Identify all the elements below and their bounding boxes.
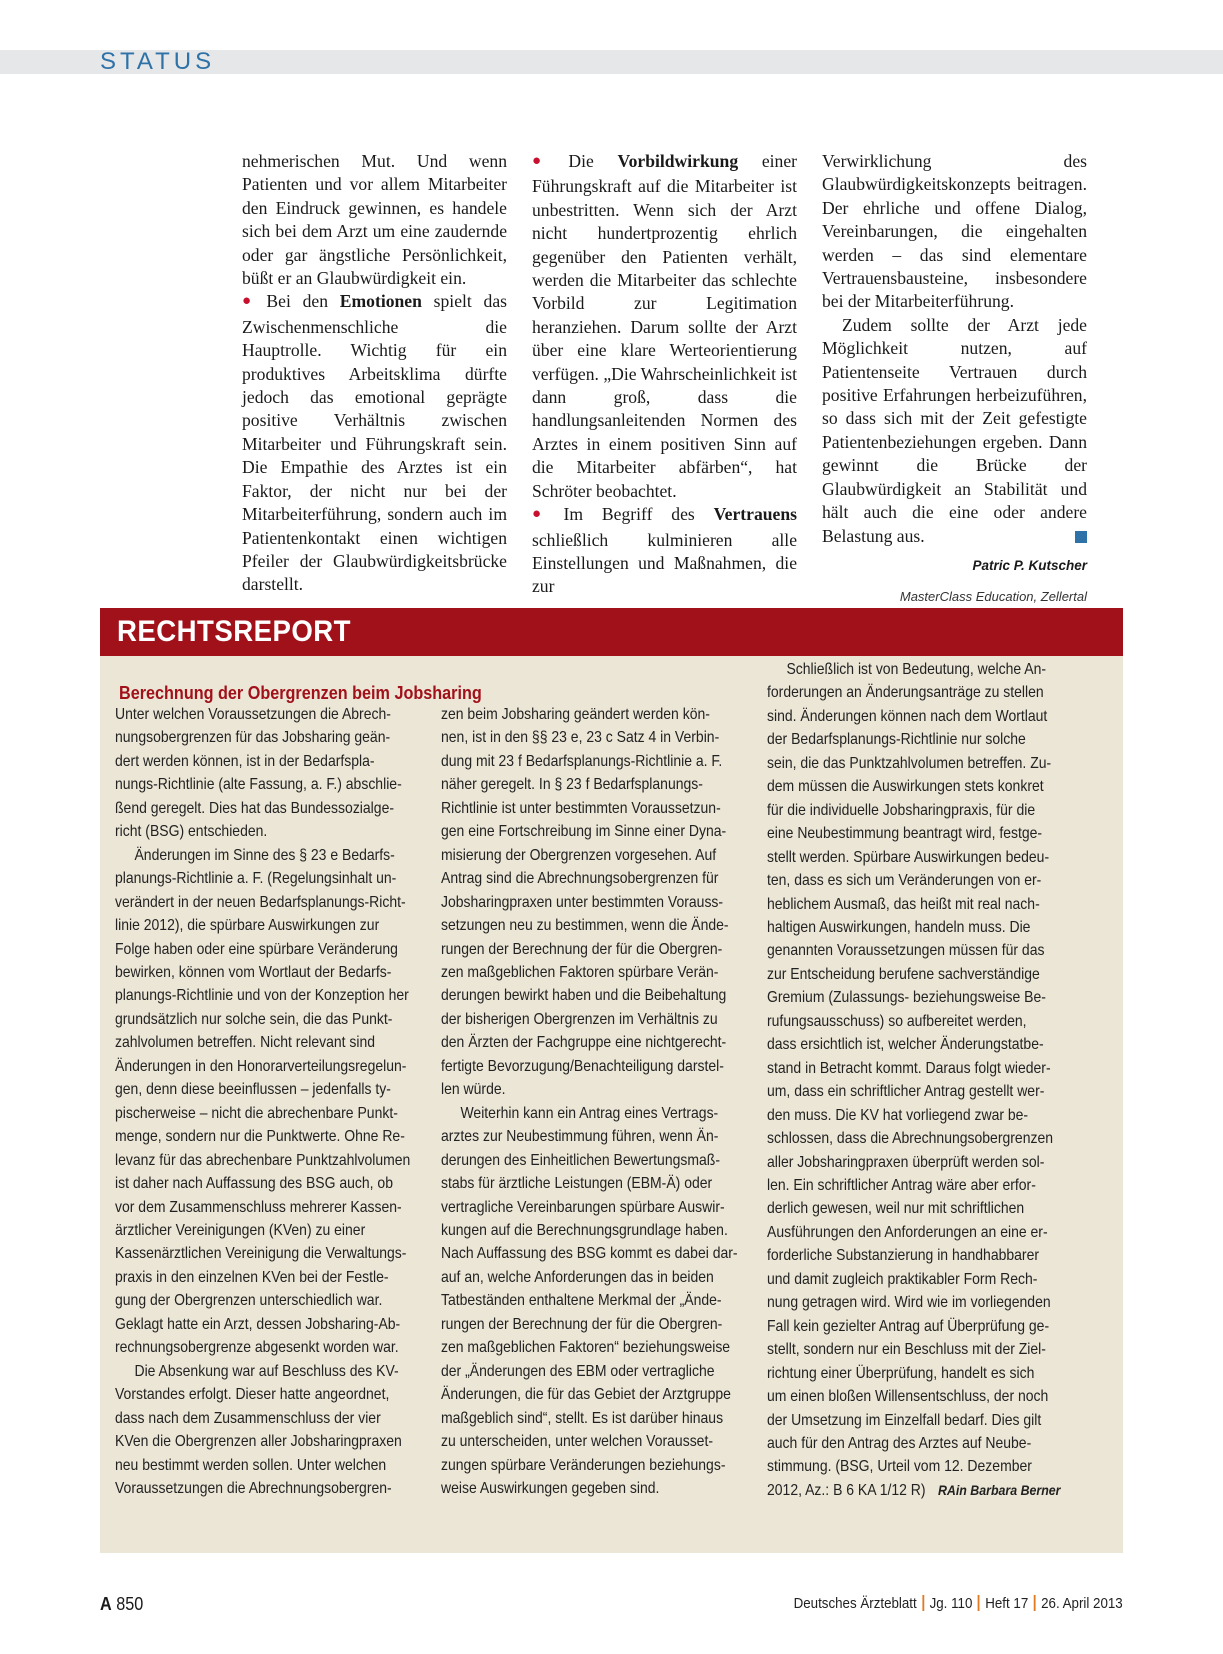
- report-line: [767, 1010, 1068, 1033]
- report-line-text: rechnungsobergrenze abgesenkt worden war.: [115, 1339, 399, 1357]
- report-line-text: dung mit 23 f Bedarfsplanungs-Richtlinie a. F.: [441, 752, 723, 770]
- report-line: [767, 775, 1068, 798]
- report-line: [441, 1266, 724, 1289]
- report-author: RAin Barbara Berner: [937, 1481, 1061, 1498]
- article-paragraph: [822, 150, 1087, 314]
- report-line-text: dass nach dem Zusammenschluss der vier: [115, 1409, 381, 1427]
- report-line-text: zen beim Jobsharing geändert werden kön-: [441, 706, 710, 723]
- report-line: [767, 846, 1068, 869]
- report-line: [441, 1242, 738, 1265]
- report-column-3: [767, 658, 1107, 1502]
- report-line: [767, 939, 1068, 962]
- report-line: [767, 869, 1068, 892]
- report-line: [115, 1196, 402, 1219]
- report-line-text: Antrag sind die Abrechnungsobergrenzen für: [441, 870, 719, 888]
- report-line: [441, 914, 729, 937]
- report-line: [441, 726, 724, 749]
- report-line-text: und damit zugleich praktikabler Form Rech-: [767, 1270, 1038, 1288]
- report-line-text: dem müssen die Auswirkungen stets konkret: [767, 778, 1044, 796]
- journal-info: [794, 1594, 1123, 1614]
- report-line: [767, 728, 1068, 751]
- report-line: [441, 1055, 724, 1078]
- report-line-text: len. Ein schriftlicher Antrag wäre aber erfor-: [767, 1176, 1036, 1194]
- report-line-text: Änderungen im Sinne des § 23 e Bedarfs-: [134, 846, 395, 864]
- report-line-text: Weiterhin kann ein Antrag eines Vertrags-: [460, 1104, 719, 1122]
- paragraph-text: Verwirklichung des Glaubwürdigkeitskonzepts beitragen. Der ehrliche und offene Dialog, Vereinbarungen, die eingehalten werden – das sind elementare Vertrauensbausteine, insbesondere bei der Mitarbeiterführung.: [822, 151, 1087, 312]
- report-line: [767, 822, 1068, 845]
- report-line-text: Folge haben oder eine spürbare Veränderung: [115, 940, 398, 958]
- report-line: [115, 1266, 398, 1289]
- report-line-text: dert werden können, ist in der Bedarfspla-: [115, 752, 375, 770]
- report-line-text: nen, ist in den §§ 23 e, 23 c Satz 4 in Verbin-: [441, 729, 720, 747]
- report-line-text: nungsobergrenzen für das Jobsharing geän-: [115, 729, 391, 747]
- paragraph-text: schließlich kulminieren alle Einstellungen und Maßnahmen, die zur: [532, 529, 797, 597]
- report-line-text: stand in Betracht kommt. Daraus folgt wieder-: [767, 1059, 1051, 1077]
- report-line: [115, 773, 402, 796]
- report-line: [115, 1242, 407, 1265]
- report-line: [441, 938, 724, 961]
- report-line: [767, 1479, 1068, 1502]
- report-line-text: um, dass ein schriftlicher Antrag gestellt wer-: [767, 1083, 1045, 1101]
- report-line: [767, 752, 1068, 775]
- article-column-3: [822, 150, 1087, 609]
- report-line: [767, 705, 1068, 728]
- report-line-text: kungen auf die Berechnungsgrundlage haben.: [441, 1221, 728, 1239]
- report-line-text: aller Jobsharingpraxen überprüft werden sol-: [767, 1153, 1045, 1171]
- report-line: [767, 1104, 1068, 1127]
- keyword: Emotionen: [339, 291, 422, 312]
- report-line: [767, 1409, 1068, 1432]
- report-line-text: fertigte Bevorzugung/Benachteiligung darstel-: [441, 1057, 724, 1075]
- report-line: [115, 1102, 398, 1125]
- report-line: [441, 1196, 724, 1219]
- report-line: [767, 1127, 1068, 1150]
- report-line-text: nung getragen wird. Wird wie im vorliegenden: [767, 1294, 1051, 1312]
- report-line-text: menge, sondern nur die Punktwerte. Ohne Re-: [115, 1128, 405, 1146]
- article-column-2: [532, 150, 797, 599]
- report-line-text: für die individuelle Jobsharingpraxis, für die: [767, 801, 1036, 819]
- report-line: [441, 891, 724, 914]
- article-column-3-body: [822, 150, 1087, 548]
- report-line: [441, 750, 724, 773]
- report-line: [441, 1219, 728, 1242]
- report-line-text: gen eine Fortschreibung im Sinne einer Dyna-: [441, 823, 727, 841]
- paragraph-text: einer Führungskraft auf die Mitarbeiter ist unbestritten. Wenn sich der Arzt nicht hundertprozentig ehrlich gegenüber den Patienten verhält, werden die Mitarbeiter das schlechte Vorbild zur Legitimation heranziehen. Darum sollte der Arzt über eine klare Werteorientierung verfügen. „Die Wahrscheinlichkeit ist dann groß, dass die handlungsanleitenden Normen des Arztes in einem positiven Sinn auf die Mitarbeiter abfärben“, hat Schröter beobachtet.: [532, 151, 798, 501]
- report-line-text: bewirken, können vom Wortlaut der Bedarfs-: [115, 963, 392, 981]
- report-line: [767, 986, 1068, 1009]
- report-line: [767, 799, 1068, 822]
- report-line-text: den Ärzten der Fachgruppe eine nichtgerecht-: [441, 1034, 727, 1052]
- report-line: [767, 1244, 1068, 1267]
- report-line-text: setzungen neu zu bestimmen, wenn die Ände-: [441, 917, 729, 935]
- report-line-text: pischerweise – nicht die abrechenbare Punkt-: [115, 1104, 398, 1122]
- report-line-text: praxis in den einzelnen KVen bei der Festle-: [115, 1268, 389, 1286]
- report-line-text: len würde.: [441, 1081, 506, 1099]
- article-paragraph: [242, 150, 507, 290]
- report-line: [441, 1149, 724, 1172]
- report-line: [767, 916, 1068, 939]
- report-line: [115, 726, 398, 749]
- report-line-text: weise Auswirkungen gegeben sind.: [441, 1479, 660, 1497]
- report-line: [115, 750, 398, 773]
- report-line: [767, 963, 1068, 986]
- report-line-text: der bisherigen Obergrenzen im Verhältnis zu: [441, 1010, 718, 1028]
- report-line-text: misierung der Obergrenzen vorgesehen. Auf: [441, 846, 717, 864]
- report-line-text: Unter welchen Voraussetzungen die Abrech-: [115, 706, 391, 723]
- report-column-1: [115, 703, 435, 1500]
- report-line-text: forderungen an Änderungsanträge zu stellen: [767, 684, 1044, 702]
- separator: [978, 1595, 980, 1611]
- report-line-text: richt (BSG) entschieden.: [115, 823, 268, 841]
- report-line: [767, 1151, 1068, 1174]
- report-line-text: auf an, welche Anforderungen das in beiden: [441, 1268, 714, 1286]
- report-line: [767, 1197, 1068, 1220]
- report-line-text: ßend geregelt. Dies hat das Bundessozialge-: [115, 799, 395, 817]
- paragraph-text: Bei den: [266, 291, 340, 312]
- report-line-text: gung der Obergrenzen unterschiedlich war.: [115, 1292, 383, 1310]
- report-line-text: vertragliche Vereinbarungen spürbare Auswir-: [441, 1198, 725, 1216]
- report-line: [767, 1291, 1068, 1314]
- report-line: [115, 1360, 398, 1383]
- journal-issue: Heft 17: [985, 1596, 1029, 1612]
- report-line: [441, 984, 727, 1007]
- report-line-text: zur Entscheidung berufene sachverständige: [767, 965, 1040, 983]
- report-line: [115, 1289, 398, 1312]
- article-paragraph: [822, 314, 1087, 548]
- report-line: [115, 1407, 398, 1430]
- paragraph-text: spielt das Zwischenmenschliche die Hauptrolle. Wichtig für ein produktives Arbeitsklima dürfte jedoch das emotional geprägte positive Verhältnis zwischen Mitarbeiter und Führungskraft sein. Die Empathie des Arztes ist ein Faktor, der nicht nur bei der Mitarbeiterführung, sondern auch im Patientenkontakt einen wichtigen Pfeiler der Glaubwürdigkeitsbrücke darstellt.: [242, 291, 507, 595]
- report-line-text: zu unterscheiden, unter welchen Vorausset-: [441, 1433, 714, 1451]
- report-line: [115, 1313, 401, 1336]
- page-prefix: A: [100, 1594, 112, 1614]
- report-line-text: derungen des Einheitlichen Bewertungsmaß-: [441, 1151, 720, 1169]
- report-line: [767, 1033, 1068, 1056]
- report-line-text: Richtlinie ist unter bestimmten Voraussetzun-: [441, 799, 721, 817]
- report-line: [115, 1078, 398, 1101]
- report-line-text: grundsätzlich nur solche sein, die das Punkt-: [115, 1010, 393, 1028]
- keyword: Vorbildwirkung: [617, 151, 739, 171]
- report-line-text: stellt, sondern nur ein Beschluss mit der Ziel-: [767, 1341, 1046, 1359]
- report-line: [767, 658, 1068, 681]
- report-line-text: haltigen Auswirkungen, handeln muss. Die: [767, 918, 1031, 936]
- report-line: [767, 1174, 1068, 1197]
- report-line: [767, 893, 1068, 916]
- report-line-text: zen maßgeblichen Faktoren“ beziehungsweise: [441, 1339, 731, 1357]
- report-line: [441, 1383, 731, 1406]
- report-line: [767, 1455, 1068, 1478]
- report-line-text: schlossen, dass die Abrechnungsobergrenzen: [767, 1130, 1054, 1148]
- report-line: [115, 891, 406, 914]
- report-line: [441, 1102, 724, 1125]
- report-line-text: richtung einer Überprüfung, handelt es sich: [767, 1364, 1035, 1382]
- report-line: [115, 1055, 407, 1078]
- report-line: [115, 703, 398, 726]
- article-paragraph: [532, 503, 797, 599]
- report-line-text: derlich gewesen, weil nur mit schriftlichen: [767, 1200, 1025, 1218]
- report-line: [767, 1057, 1068, 1080]
- report-line: [441, 1336, 731, 1359]
- report-line: [441, 1430, 724, 1453]
- article-column-1: [242, 150, 507, 597]
- report-line-text: 2012, Az.: B 6 KA 1/12 R): [767, 1481, 926, 1499]
- report-line: [115, 1125, 405, 1148]
- report-line-text: nungs-Richtlinie (alte Fassung, a. F.) abschlie-: [115, 776, 402, 794]
- separator: [922, 1595, 924, 1611]
- report-line-text: Fall kein gezielter Antrag auf Überprüfung ge-: [767, 1317, 1050, 1335]
- report-line-text: Die Absenkung war auf Beschluss des KV-: [134, 1362, 399, 1380]
- report-line-text: rungen der Berechnung der für die Obergren-: [441, 940, 723, 958]
- report-line: [115, 1031, 398, 1054]
- report-line-text: um einen bloßen Willensentschluss, der noch: [767, 1388, 1049, 1406]
- report-line-text: der Umsetzung im Einzelfall bedarf. Dies gilt: [767, 1411, 1042, 1429]
- report-line-text: neu bestimmt werden sollen. Unter welchen: [115, 1456, 387, 1474]
- report-line: [115, 1149, 411, 1172]
- paragraph-text: Im Begriff des: [563, 504, 714, 525]
- bullet-icon: ●: [532, 153, 561, 169]
- report-line-text: zahlvolumen betreffen. Nicht relevant sind: [115, 1034, 376, 1052]
- report-line-text: zen maßgeblichen Faktoren spürbare Verän-: [441, 963, 719, 981]
- report-line: [115, 1430, 402, 1453]
- report-line-text: planungs-Richtlinie und von der Konzeption her: [115, 987, 409, 1005]
- report-line-text: linie 2012), die spürbare Auswirkungen zur: [115, 917, 380, 935]
- report-line: [767, 1432, 1068, 1455]
- report-line: [441, 844, 724, 867]
- report-line-text: planungs-Richtlinie a. F. (Regelungsinhalt un-: [115, 870, 397, 888]
- report-line-text: ist daher nach Auffassung des BSG auch, ob: [115, 1175, 393, 1193]
- report-line-text: gen, denn diese beeinflussen – jedenfalls ty-: [115, 1081, 391, 1099]
- separator: [1034, 1595, 1036, 1611]
- report-line-text: dass ersichtlich ist, welcher Änderungstatbe-: [767, 1036, 1044, 1054]
- report-line: [115, 1477, 398, 1500]
- report-line-text: maßgeblich sind“, stellt. Es ist darüber hinaus: [441, 1409, 724, 1427]
- report-line-text: Geklagt hatte ein Arzt, dessen Jobsharing-Ab-: [115, 1315, 401, 1333]
- keyword: Vertrauens: [713, 504, 797, 525]
- report-line-text: Ausführungen den Anforderungen an eine er-: [767, 1223, 1048, 1241]
- section-label: STATUS: [100, 48, 216, 75]
- report-line-text: Schließlich ist von Bedeutung, welche An-: [786, 661, 1047, 678]
- report-line: [441, 961, 724, 984]
- report-line: [441, 773, 724, 796]
- report-line-text: eine Neubestimmung beantragt wird, festge-: [767, 825, 1043, 843]
- report-line-text: Kassenärztlichen Vereinigung die Verwaltungs-: [115, 1245, 407, 1263]
- report-line-text: den muss. Die KV hat vorliegend zwar be-: [767, 1106, 1029, 1124]
- report-line-text: auch für den Antrag des Arztes auf Neube-: [767, 1434, 1032, 1452]
- report-line: [115, 1219, 398, 1242]
- rechtsreport-title: RECHTSREPORT: [117, 615, 352, 648]
- report-line-text: ärztlicher Vereinigungen (KVen) zu einer: [115, 1221, 366, 1239]
- end-mark-icon: [1075, 531, 1087, 543]
- report-line-text: genannten Voraussetzungen müssen für das: [767, 942, 1045, 960]
- report-line-text: Gremium (Zulassungs- beziehungsweise Be-: [767, 989, 1046, 1007]
- paragraph-text: Die: [568, 151, 618, 171]
- report-line: [767, 1338, 1068, 1361]
- report-line: [441, 797, 724, 820]
- article-paragraph: [532, 150, 797, 503]
- report-line: [441, 1360, 724, 1383]
- page-number: [100, 1592, 143, 1616]
- report-line: [115, 1454, 398, 1477]
- report-line: [767, 1315, 1068, 1338]
- report-line: [767, 1362, 1068, 1385]
- report-line-text: rufungsausschuss) so aufbereitet werden,: [767, 1012, 1027, 1030]
- bullet-icon: ●: [242, 293, 259, 310]
- report-line: [767, 1385, 1068, 1408]
- report-line: [115, 820, 398, 843]
- report-line-text: sind. Änderungen können nach dem Wortlaut: [767, 707, 1048, 725]
- report-line: [767, 1080, 1068, 1103]
- report-line-text: KVen die Obergrenzen aller Jobsharingpraxen: [115, 1433, 402, 1451]
- report-line: [441, 1289, 724, 1312]
- report-line: [441, 820, 727, 843]
- report-column-2: [441, 703, 761, 1500]
- report-line: [115, 938, 398, 961]
- report-line: [441, 703, 724, 726]
- page-number-value: 850: [116, 1594, 144, 1614]
- report-line: [115, 797, 398, 820]
- report-line: [115, 1383, 398, 1406]
- article-paragraph: [242, 290, 507, 596]
- report-line-text: Jobsharingpraxen unter bestimmten Vorauss-: [441, 893, 724, 911]
- report-line: [441, 1031, 727, 1054]
- report-line: [441, 1407, 724, 1430]
- paragraph-text: nehmerischen Mut. Und wenn Patienten und vor allem Mitarbeiter den Eindruck gewinnen, es handele sich bei dem Arzt um eine zaudernde oder gar ängstliche Persönlichkeit, büßt er an Glaubwürdigkeit ein.: [242, 151, 507, 289]
- report-line: [115, 961, 398, 984]
- report-line-text: Änderungen in den Honorarverteilungsregelun-: [115, 1057, 407, 1075]
- report-line: [767, 1221, 1068, 1244]
- report-line-text: verändert in der neuen Bedarfsplanungs-Richt-: [115, 893, 406, 911]
- report-line-text: Tatbeständen enthaltene Merkmal der „Ände-: [441, 1292, 722, 1310]
- paragraph-text: Zudem sollte der Arzt jede Möglichkeit nutzen, auf Patientenseite Vertrauen durch positive Erfahrungen herbeizuführen, so dass sich mit der Zeit gefestigte Patientenbeziehungen ergeben. Dann gewinnt die Brücke der Glaubwürdigkeit an Stabilität und hält auch die eine oder andere Belastung aus.: [822, 314, 1087, 546]
- report-line-text: der „Änderungen des EBM oder vertragliche: [441, 1362, 715, 1380]
- report-line-text: der Bedarfsplanungs-Richtlinie nur solche: [767, 731, 1026, 749]
- report-line-text: stabs für ärztliche Leistungen (EBM-Ä) oder: [441, 1175, 713, 1193]
- report-line: [441, 1313, 724, 1336]
- journal-date: 26. April 2013: [1041, 1596, 1123, 1612]
- report-line: [115, 844, 398, 867]
- report-line-text: zungen spürbare Veränderungen beziehungs-: [441, 1456, 726, 1474]
- report-line-text: Voraussetzungen die Abrechnungsobergren-: [115, 1479, 392, 1497]
- rechtsreport-subtitle: Berechnung der Obergrenzen beim Jobsharing: [119, 683, 482, 703]
- report-line-text: stellt werden. Spürbare Auswirkungen bedeu-: [767, 848, 1050, 866]
- article-author: Patric P. Kutscher: [972, 557, 1087, 573]
- report-line: [441, 1008, 724, 1031]
- report-line: [115, 1172, 398, 1195]
- report-line: [441, 1125, 724, 1148]
- report-line-text: derungen bewirkt haben und die Beibehaltung: [441, 987, 727, 1005]
- report-line-text: levanz für das abrechenbare Punktzahlvolumen: [115, 1151, 411, 1169]
- report-line-text: forderliche Substanzierung in handhabbarer: [767, 1247, 1040, 1265]
- report-line-text: ten, dass es sich um Veränderungen von er-: [767, 872, 1042, 890]
- report-line: [767, 1268, 1068, 1291]
- report-line-text: vor dem Zusammenschluss mehrerer Kassen-: [115, 1198, 402, 1216]
- report-line-text: sein, die das Punktzahlvolumen betreffen. Zu-: [767, 754, 1052, 772]
- journal-volume: Jg. 110: [929, 1596, 973, 1612]
- report-line-text: näher geregelt. In § 23 f Bedarfsplanungs-: [441, 776, 703, 794]
- report-line: [115, 1336, 398, 1359]
- report-line: [441, 1078, 724, 1101]
- report-line-text: Änderungen, die für das Gebiet der Arztgruppe: [441, 1386, 731, 1404]
- report-line: [115, 867, 398, 890]
- report-line-text: stimmung. (BSG, Urteil vom 12. Dezember: [767, 1458, 1032, 1476]
- report-line: [441, 867, 724, 890]
- article-affiliation: MasterClass Education, Zellertal: [899, 589, 1087, 605]
- report-line: [115, 914, 398, 937]
- report-line-text: arztes zur Neubestimmung führen, wenn Än-: [441, 1128, 719, 1146]
- report-line-text: heblichem Ausmaß, das heißt mit real nach-: [767, 895, 1040, 913]
- report-line: [115, 984, 409, 1007]
- report-line: [441, 1454, 724, 1477]
- report-line-text: Vorstandes erfolgt. Dieser hatte angeordnet,: [115, 1386, 390, 1404]
- report-line: [767, 681, 1068, 704]
- report-line: [441, 1172, 724, 1195]
- report-line-text: rungen der Berechnung der für die Obergren-: [441, 1315, 723, 1333]
- report-line: [441, 1477, 724, 1500]
- journal-name: Deutsches Ärzteblatt: [793, 1596, 917, 1612]
- report-line-text: Nach Auffassung des BSG kommt es dabei dar-: [441, 1245, 738, 1263]
- report-line: [115, 1008, 398, 1031]
- bullet-icon: ●: [532, 506, 556, 523]
